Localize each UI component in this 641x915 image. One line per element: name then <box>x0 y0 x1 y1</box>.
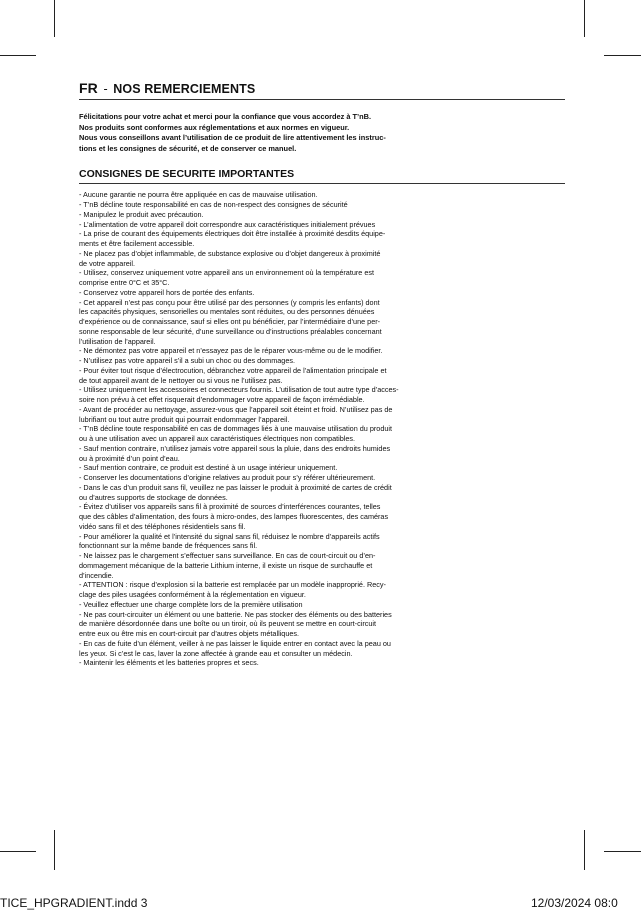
safety-line: - L’alimentation de votre appareil doit correspondre aux caractéristiques initialement prévues <box>79 219 376 229</box>
safety-line: - Maintenir les éléments et les batteries propres et secs. <box>79 658 259 668</box>
intro-line: Nos produits sont conformes aux réglementations et aux normes en vigueur. <box>79 122 350 132</box>
safety-line: - Conservez votre appareil hors de portée des enfants. <box>79 287 255 297</box>
language-code: FR <box>79 80 98 96</box>
safety-line: ou à proximité d’un point d’eau. <box>79 453 180 463</box>
safety-line: clage des piles usagées conformément à la réglementation en vigueur. <box>79 590 306 600</box>
crop-mark-bottom-left <box>54 830 55 870</box>
safety-line: ments et être facilement accessible. <box>79 239 195 249</box>
safety-line: d’incendie. <box>79 570 114 580</box>
safety-line: lubrifiant ou tout autre produit qui pourrait endommager l’appareil. <box>79 414 290 424</box>
safety-line: d’expérience ou de connaissance, sauf si elles ont pu bénéficier, par l’intermédiaire d’une per- <box>79 317 381 327</box>
safety-line: comprise entre 0°C et 35°C. <box>79 278 170 288</box>
safety-line: de manière désordonnée dans une boîte ou un tiroir, où ils peuvent se mettre en court-circuit <box>79 619 377 629</box>
page-title <box>79 80 565 96</box>
safety-line: vidéo sans fil et des téléphones résidentiels sans fil. <box>79 521 246 531</box>
safety-line: les capacités physiques, sensorielles ou mentales sont réduites, ou des personnes dénuées <box>79 307 375 317</box>
crop-mark-top-right-h <box>604 55 641 56</box>
safety-line: - En cas de fuite d’un élément, veiller à ne pas laisser le liquide entrer en contact avec la peau ou <box>79 638 391 648</box>
intro-line: Félicitations pour votre achat et merci pour la confiance que vous accordez à T’nB. <box>79 112 372 121</box>
safety-line: - Aucune garantie ne pourra être appliquée en cas de mauvaise utilisation. <box>79 190 318 200</box>
safety-line: - La prise de courant des équipements électriques doit être installée à proximité desdits équipe- <box>79 229 386 239</box>
safety-line: - Sauf mention contraire, ce produit est destiné à un usage intérieur uniquement. <box>79 463 338 473</box>
safety-line: dommagement mécanique de la batterie Lithium interne, il existe un risque de surchauffe et <box>79 560 373 570</box>
safety-line: - Veuillez effectuer une charge complète lors de la première utilisation <box>79 599 303 609</box>
safety-line: - T’nB décline toute responsabilité en cas de non-respect des consignes de sécurité <box>79 200 348 210</box>
safety-line: - Utilisez uniquement les accessoires et connecteurs fournis. L’utilisation de tout autre type d’acces- <box>79 385 399 395</box>
crop-mark-bottom-left-h <box>0 851 36 852</box>
safety-line: - Ne démontez pas votre appareil et n’essayez pas de le réparer vous-même ou de le modifier. <box>79 346 383 356</box>
safety-line: - Ne laissez pas le chargement s’effectuer sans surveillance. En cas de court-circuit ou d’en- <box>79 551 376 561</box>
intro-line: Nous vous conseillons avant l’utilisation de ce produit de lire attentivement les instruc- <box>79 133 386 143</box>
safety-line: les yeux. Si c’est le cas, laver la zone affectée à grande eau et consulter un médecin. <box>79 648 353 658</box>
safety-line: - Évitez d’utiliser vos appareils sans fil à proximité de sources d’interférences courantes, telles <box>79 502 381 512</box>
safety-line: - N’utilisez pas votre appareil s’il a subi un choc ou des dommages. <box>79 356 295 366</box>
safety-line: - Avant de procéder au nettoyage, assurez-vous que l’appareil soit éteint et froid. N’utilisez pas de <box>79 404 393 414</box>
safety-line: - Sauf mention contraire, n’utilisez jamais votre appareil sous la pluie, dans des endroits humides <box>79 443 391 453</box>
document-page <box>79 80 565 668</box>
title-separator: - <box>103 82 108 96</box>
crop-mark-bottom-right <box>584 830 585 870</box>
safety-line: - T’nB décline toute responsabilité en cas de dommages liés à une mauvaise utilisation du produit <box>79 424 393 434</box>
safety-instructions-list <box>79 190 565 668</box>
safety-line: sonne responsable de leur sécurité, d’une surveillance ou d’instructions préalables concernant <box>79 326 382 336</box>
safety-line: ou à une utilisation avec un appareil aux caractéristiques électriques non compatibles. <box>79 434 356 444</box>
safety-line: entre eux ou être mis en court-circuit par d’autres objets métalliques. <box>79 629 300 639</box>
safety-line: l’utilisation de l’appareil. <box>79 336 156 346</box>
safety-line: - Ne pas court-circuiter un élément ou une batterie. Ne pas stocker des éléments ou des batteries <box>79 609 392 619</box>
safety-line: - Manipulez le produit avec précaution. <box>79 209 204 219</box>
safety-line: soire non prévu à cet effet risquerait d’endommager votre appareil de façon irrémédiable. <box>79 395 365 405</box>
title-rule <box>79 99 565 100</box>
intro-paragraph <box>79 112 565 154</box>
safety-line: - ATTENTION : risque d’explosion si la batterie est remplacée par un modèle inapproprié. Recy- <box>79 580 386 590</box>
footer-datetime: 12/03/2024 08:0 <box>531 896 618 910</box>
safety-line: - Dans le cas d’un produit sans fil, veuillez ne pas laisser le produit à proximité de cartes de crédit <box>79 482 392 492</box>
safety-line: - Ne placez pas d’objet inflammable, de substance explosive ou d’objet dangereux à proximité <box>79 248 381 258</box>
section-title: CONSIGNES DE SECURITE IMPORTANTES <box>79 168 295 181</box>
crop-mark-top-left-h <box>0 55 36 56</box>
safety-line: que des câbles d’alimentation, des fours à micro-ondes, des lampes fluorescentes, des caméras <box>79 512 389 522</box>
safety-line: - Utilisez, conservez uniquement votre appareil ans un environnement où la température est <box>79 268 374 278</box>
safety-line: - Conserver les documentations d’origine relatives au produit pour s’y référer ultérieurement. <box>79 473 376 483</box>
footer-filename: TICE_HPGRADIENT.indd 3 <box>0 896 148 910</box>
crop-mark-top-left <box>54 0 55 37</box>
intro-line: tions et les consignes de sécurité, et de conserver ce manuel. <box>79 143 297 153</box>
safety-line: - Pour éviter tout risque d’électrocution, débranchez votre appareil de l’alimentation principale et <box>79 365 387 375</box>
safety-line: - Pour améliorer la qualité et l’intensité du signal sans fil, réduisez le nombre d’appareils actifs <box>79 531 380 541</box>
section-rule <box>79 183 565 184</box>
safety-line: - Cet appareil n’est pas conçu pour être utilisé par des personnes (y compris les enfants) dont <box>79 297 380 307</box>
crop-mark-top-right <box>584 0 585 37</box>
crop-mark-bottom-right-h <box>604 851 641 852</box>
safety-line: fonctionnant sur la même bande de fréquences sans fil. <box>79 541 258 551</box>
safety-line: de tout appareil avant de le nettoyer ou si vous ne l’utilisez pas. <box>79 375 283 385</box>
safety-line: ou d’autres supports de stockage de données. <box>79 492 228 502</box>
safety-line: de votre appareil. <box>79 258 136 268</box>
page-title-text: NOS REMERCIEMENTS <box>113 82 256 96</box>
